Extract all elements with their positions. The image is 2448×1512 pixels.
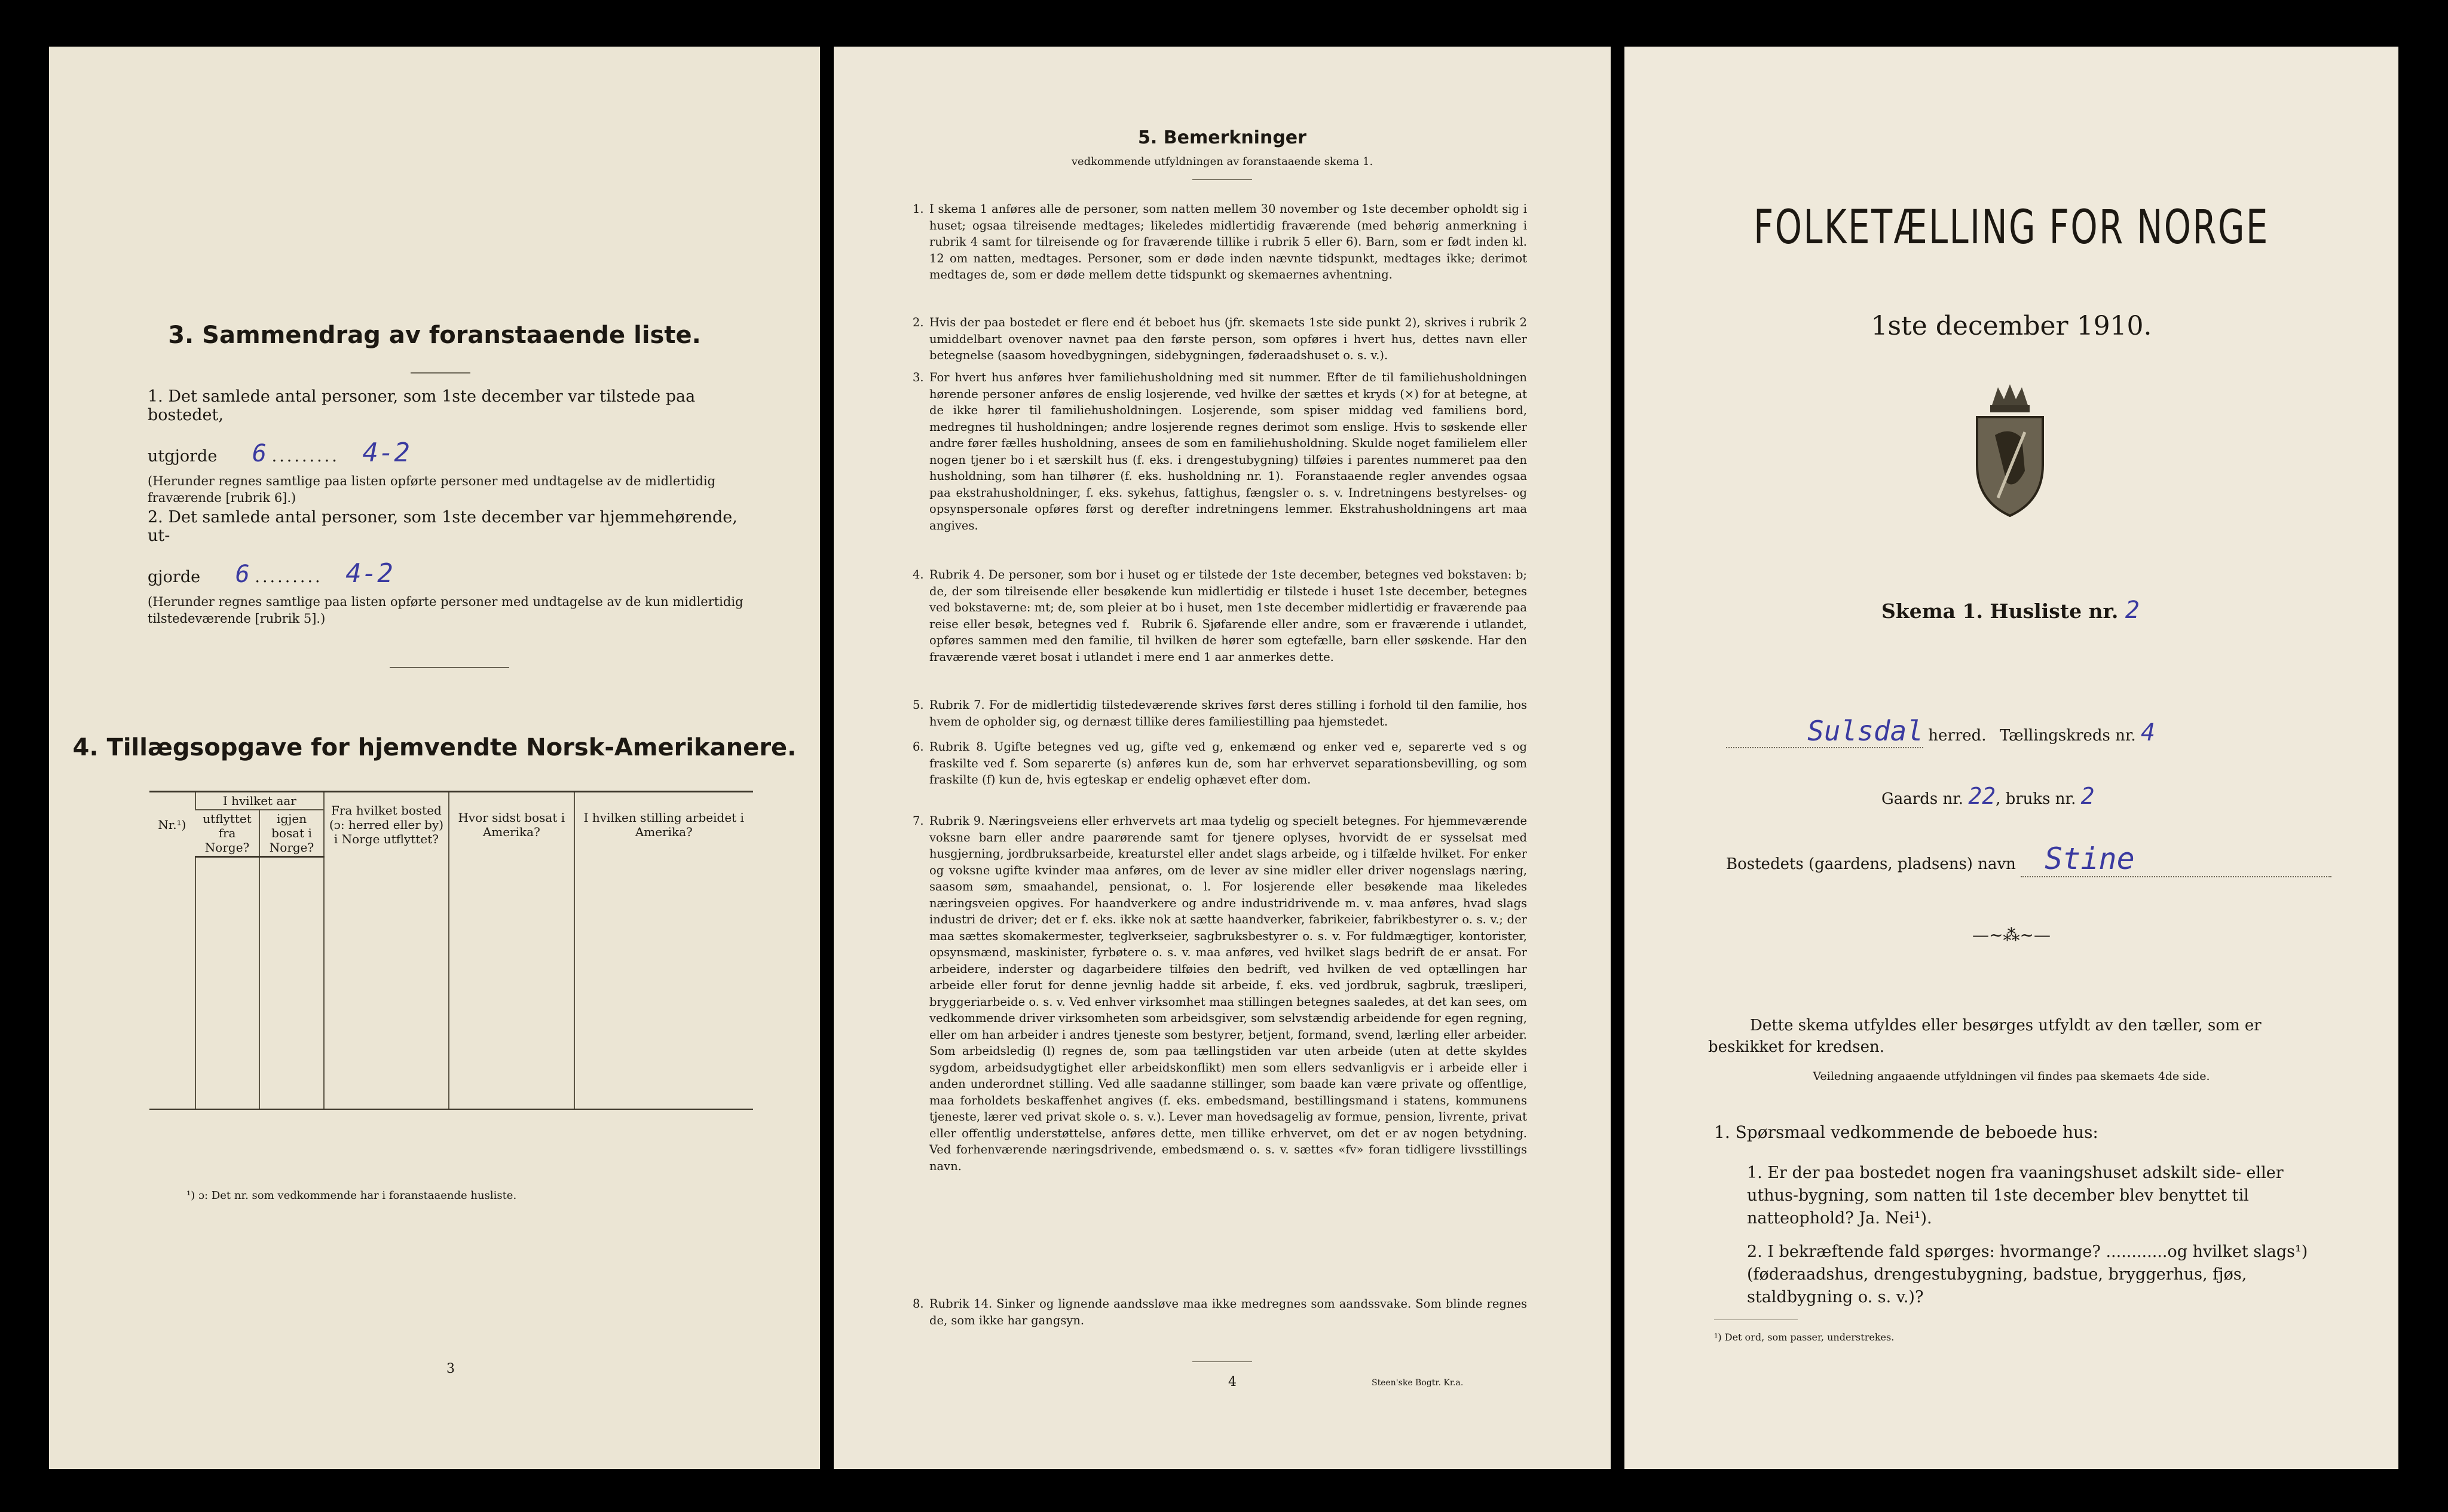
- question-2: 2. I bekræftende fald spørges: hvormange? ............og hvilket slags¹) (føderaadshus, drengestubygning, badstue, bryggerhus, fjøs, staldbygning o. s. v.)?: [1747, 1242, 2308, 1306]
- table-row: [149, 908, 753, 958]
- form-date: 1ste december 1910.: [1871, 311, 2152, 341]
- divider: [411, 372, 470, 374]
- table-row: [149, 857, 753, 908]
- gaards-label: Gaards nr.: [1881, 790, 1964, 808]
- gaards-line: Gaards nr. 22, bruks nr. 2: [1881, 783, 2095, 809]
- kreds-value: 4: [2140, 719, 2156, 746]
- summary-item-2-prefix: gjorde: [148, 568, 201, 586]
- remark-1: 1. I skema 1 anføres alle de personer, som natten mellem 30 november og 1ste december opholdt sig i huset; ogsaa tilreisende medtages; likeledes midlertidig fraværende (med behørig anmerkning i rubrik 4 samt for tilreisende og for fraværende tillike i rubrik 5 eller 6). Barn, som er født inden kl. 12 om natten, medtages. Personer, som er døde inden nævnte tidspunkt, medtages ikke; derimot medtages de, som er døde mellem dette tidspunkt og skemaernes avhentning.: [913, 202, 1527, 281]
- veiledning-text: Veiledning angaaende utfyldningen vil findes paa skemaets 4de side.: [1813, 1070, 2210, 1083]
- col-stilling: I hvilken stilling arbeidet i Amerika?: [574, 792, 753, 857]
- col-group-year: I hvilket aar: [195, 792, 324, 810]
- remark-2: 2. Hvis der paa bostedet er flere end ét beboet hus (jfr. skemaets 1ste side punkt 2), skrives i rubrik 2 umiddelbart ovenover navnet paa den første person, som opføres i hvert hus, dettes navn eller betegnelse (saasom hovedbygningen, sidebygningen, føderaadshuset o. s. v.).: [913, 316, 1527, 362]
- page-number: 3: [446, 1361, 455, 1376]
- summary-item-2-value2: 4-2: [345, 558, 393, 589]
- summary-item-1-value: 6: [252, 440, 267, 467]
- table-row: [149, 1058, 753, 1109]
- remark-6: 6. Rubrik 8. Ugifte betegnes ved ug, gifte ved g, enkemænd og enker ved e, separerte ved s og fraskilte ved f. Som separerte (s) anføres kun de, som har erhvervet separationsbevilling, og som fraskilte (f) kun de, hvis egteskap er endelig ophævet efter dom.: [913, 740, 1527, 786]
- summary-item-1-value2: 4-2: [362, 437, 410, 468]
- summary-item-2-text: 2. Det samlede antal personer, som 1ste december var hjemmehørende, ut-: [148, 508, 738, 545]
- norsk-amerikanere-table: [149, 791, 753, 1110]
- summary-item-2: 2. Det samlede antal personer, som 1ste december var hjemmehørende, ut- gjorde 6 ......... 4-2 (Herunder regnes samtlige paa listen opførte personer med undtagelse av de kun midlertidig tilstedeværende [rubrik 5].): [148, 508, 751, 627]
- table-row: [149, 958, 753, 1008]
- col-sidst-bosat: Hvor sidst bosat i Amerika?: [449, 792, 574, 857]
- herred-line: [1726, 715, 2306, 748]
- table-footnote: ¹) ɔ: Det nr. som vedkommende har i foranstaaende husliste.: [186, 1189, 517, 1202]
- divider: [390, 667, 509, 668]
- form-title: FOLKETÆLLING FOR NORGE: [1754, 201, 2269, 255]
- summary-item-1-note: (Herunder regnes samtlige paa listen opførte personer med undtagelse av de midlertidig fraværende [rubrik 6].): [148, 474, 716, 505]
- col-utflyttet: utflyttet fra Norge?: [195, 810, 259, 857]
- divider: [1192, 1361, 1252, 1362]
- summary-item-2-value: 6: [235, 561, 250, 588]
- bruks-label: bruks nr.: [2005, 790, 2076, 808]
- remark-4: 4. Rubrik 4. De personer, som bor i huset og er tilstede der 1ste december, betegnes ved bokstaven: b; de, der som tilreisende eller besøkende kun midlertidig er tilstede i huset 1ste december, betegnes ved bokstaverne: mt; de, som pleier at bo i huset, men 1ste december midlertidig er fraværende paa reise eller besøk, betegnes ved f. Rubrik 6. Sjøfarende eller andre, som er fraværende i utlandet, opføres sammen med den familie, til hvilken de hører som egtefælle, barn eller søskende. Har den fraværende været bosat i utlandet i mere end 1 aar anmerkes dette.: [913, 568, 1527, 664]
- intro-text: Dette skema utfyldes eller besørges utfyldt av den tæller, som er beskikket for kredsen.: [1708, 1017, 2262, 1056]
- col-igjen-bosat: igjen bosat i Norge?: [259, 810, 324, 857]
- husliste-nr: 2: [2125, 596, 2140, 624]
- printer-imprint: Steen'ske Bogtr. Kr.a.: [1372, 1378, 1464, 1388]
- bosted-value: Stine: [2045, 841, 2135, 876]
- page-1: [1624, 47, 2398, 1469]
- question-1: 1. Er der paa bostedet nogen fra vaaningshuset adskilt side- eller uthus-bygning, som natten til 1ste december blev benyttet til natteophold? Ja. Nei¹).: [1747, 1164, 2284, 1228]
- page-4: [834, 47, 1611, 1469]
- remark-8: 8. Rubrik 14. Sinker og lignende aandssløve maa ikke medregnes som aandssvake. Som blinde regnes de, som ikke har gangsyn.: [913, 1297, 1527, 1327]
- bosted-label: Bostedets (gaardens, pladsens) navn: [1726, 855, 2016, 873]
- question-heading: 1. Spørsmaal vedkommende de beboede hus:: [1714, 1122, 2098, 1142]
- page1-footnote: ¹) Det ord, som passer, understrekes.: [1714, 1332, 1895, 1343]
- bosted-line: [1726, 841, 2331, 877]
- remark-5: 5. Rubrik 7. For de midlertidig tilstedeværende skrives først deres stilling i forhold til den familie, hos hvem de opholder sig, og dernæst tillike deres familiestilling paa hjemstedet.: [913, 698, 1527, 729]
- summary-heading: 3. Sammendrag av foranstaaende liste.: [168, 322, 701, 349]
- page-number: 4: [1228, 1375, 1237, 1389]
- bruks-value: 2: [2080, 783, 2095, 809]
- kreds-label: Tællingskreds nr.: [1999, 727, 2136, 745]
- norsk-amerikanere-heading: 4. Tillægsopgave for hjemvendte Norsk-Amerikanere.: [72, 734, 797, 761]
- summary-item-1-text: 1. Det samlede antal personer, som 1ste december var tilstede paa bostedet,: [148, 387, 696, 424]
- col-fra-bosted: Fra hvilket bosted (ɔ: herred eller by) i Norge utflyttet?: [324, 792, 449, 857]
- summary-item-1-prefix: utgjorde: [148, 447, 218, 466]
- summary-item-1: 1. Det samlede antal personer, som 1ste december var tilstede paa bostedet, utgjorde 6 ......... 4-2 (Herunder regnes samtlige paa listen opførte personer med undtagelse av de midlertidig fraværende [rubrik 6].): [148, 387, 751, 506]
- summary-item-2-note: (Herunder regnes samtlige paa listen opførte personer med undtagelse av de kun midlertidig tilstedeværende [rubrik 5].): [148, 595, 743, 626]
- norwegian-coat-of-arms-icon: [1965, 381, 2055, 519]
- gaards-value: 22: [1968, 783, 1996, 809]
- remarks-subheading: vedkommende utfyldningen av foranstaaende skema 1.: [1071, 155, 1373, 168]
- herred-label: herred.: [1928, 727, 1987, 745]
- remark-3: 3. For hvert hus anføres hver familiehusholdning med sit nummer. Efter de til familiehusholdningen hørende personer anføres de enslig losjerende, ved hvilke der sættes et kryds (×) for at betegne, at de ikke hører til familiehusholdningen. Losjerende, som spiser middag ved familiens bord, medregnes til husholdningen; andre losjerende regnes derimot som enslige. Hvis to søskende eller andre fører fælles husholdning, ansees de som en familiehusholdning. Skulde noget familielem eller nogen tjener bo i et særskilt hus (f. eks. i drengestubygning) tilføies i parentes nummeret paa den husholdning, som han tilhører (f. eks. husholdning nr. 1). Foranstaaende regler anvendes ogsaa paa ekstrahusholdninger, f. eks. sykehus, fattighus, fængsler o. s. v. Indretningens bestyrelses- og opsynspersonale opføres først og derefter indretningens lemmer. Ekstrahusholdningens art maa angives.: [913, 371, 1527, 532]
- herred-value: Sulsdal: [1807, 715, 1923, 747]
- remarks-heading: 5. Bemerkninger: [1138, 127, 1306, 148]
- page-3: [49, 47, 820, 1469]
- divider: [1192, 179, 1252, 180]
- ornament-divider: —~⁂~—: [1972, 925, 2051, 945]
- table-row: [149, 1008, 753, 1058]
- skema-label: Skema 1. Husliste nr. 2: [1881, 596, 2140, 624]
- col-nr: Nr.¹): [149, 792, 195, 857]
- remark-7: 7. Rubrik 9. Næringsveiens eller erhvervets art maa tydelig og specielt betegnes. For hjemmeværende voksne barn eller andre paarørende samt for tjenere oplyses, hvorvidt de er sysselsat med husgjerning, jordbruksarbeide, kreaturstel eller andet slags arbeide, og i tilfælde hvilket. For enker og voksne ugifte kvinder maa anføres, om de lever av sine midler eller driver nogenslags næring, saasom søm, smaahandel, pensionat, o. l. For losjerende eller besøkende maa likeledes næringsveien opgives. For haandverkere og andre industridrivende m. v. maa anføres, hvad slags industri de driver; det er f. eks. ikke nok at sætte haandverker, fabrikeier, fabrikbestyrer o. s. v.; der maa sættes skomakermester, teglverkseier, sagbruksbestyrer o. s. v. For fuldmægtiger, kontorister, opsynsmænd, maskinister, fyrbøtere o. s. v. maa anføres, ved hvilket slags bedrift de er ansat. For arbeidere, inderster og dagarbeidere tilføies den bedrift, ved hvilken de ved optællingen har arbeide eller forut for denne jevnlig hadde sit arbeide, f. eks. ved jordbruk, sagbruk, træsliperi, bryggeriarbeide o. s. v. Ved enhver virksomhet maa stillingen betegnes saaledes, at det kan sees, om vedkommende driver virksomheten som arbeidsgiver, som selvstændig arbeidende for egen regning, eller om han arbeider i andres tjeneste som bestyrer, betjent, formand, svend, lærling eller arbeider. Som arbeidsledig (l) regnes de, som paa tællingstiden var uten arbeide (uten at dette skyldes sygdom, arbeidsudygtighet eller arbeidskonflikt) men som ellers sedvanligvis er i arbeide eller i anden underordnet stilling. Ved alle saadanne stillinger, som baade kan være private og offentlige, maa forholdets beskaffenhet angives (f. eks. embedsmand, bestillingsmand i statens, kommunens tjeneste, lærer ved privat skole o. s. v.). Lever man hovedsagelig av formue, pension, livrente, privat eller offentlig understøttelse, anføres dette, men tillike erhvervet, om det er av nogen betydning. Ved forhenværende næringsdrivende, embedsmænd o. s. v. sættes «fv» foran tidligere livsstillings navn.: [913, 814, 1527, 1173]
